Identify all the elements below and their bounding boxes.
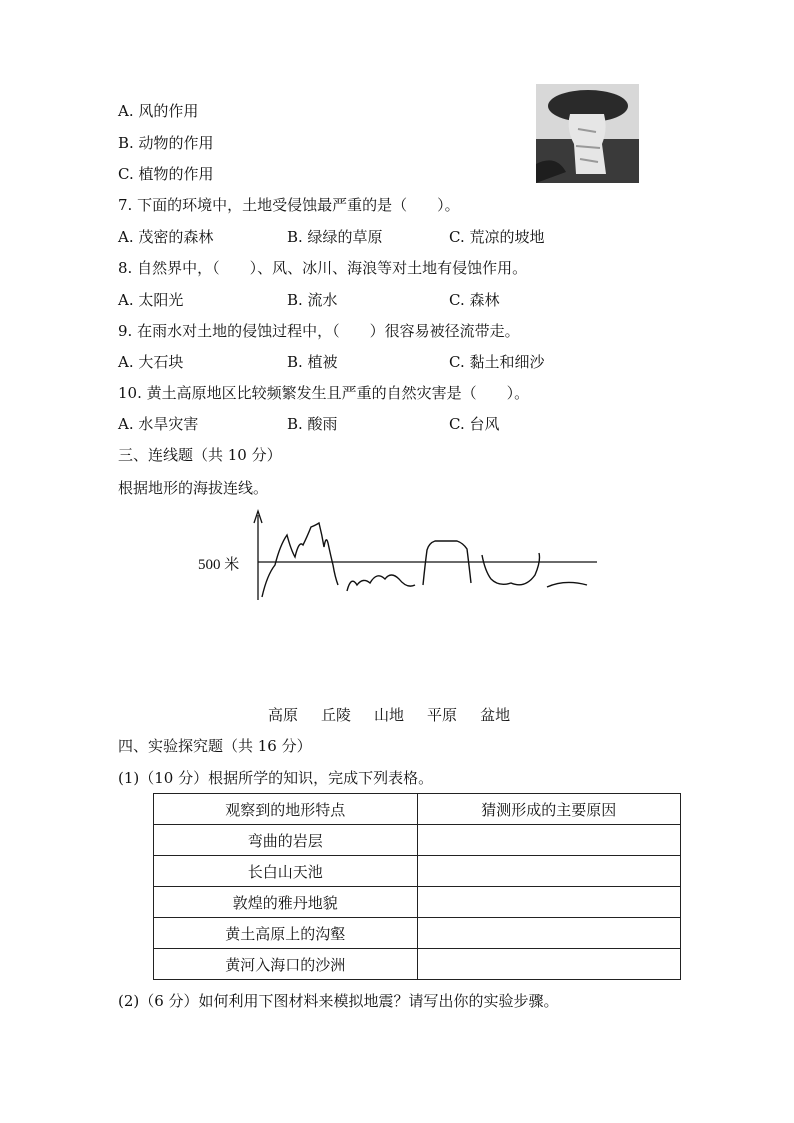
q7-option-c: C. 荒凉的坡地 — [449, 228, 545, 246]
table-cell-feature: 弯曲的岩层 — [154, 825, 418, 856]
mushroom-rock-photo — [536, 84, 639, 183]
table-cell-feature: 黄河入海口的沙洲 — [154, 949, 418, 980]
plateau-curve — [423, 541, 471, 585]
hill-curve — [347, 575, 415, 591]
table-cell-answer[interactable] — [417, 825, 681, 856]
q6-option-a: A. 风的作用 — [118, 102, 199, 120]
q9-option-b: B. 植被 — [287, 353, 338, 371]
table-cell-feature: 敦煌的雅丹地貌 — [154, 887, 418, 918]
terrain-elevation-graph — [195, 505, 605, 605]
term-basin: 盆地 — [480, 706, 511, 724]
table-row — [154, 825, 681, 856]
table-row — [154, 887, 681, 918]
section4-q1: (1)（10 分）根据所学的知识，完成下列表格。 — [118, 769, 434, 787]
q7-stem: 7. 下面的环境中，土地受侵蚀最严重的是（ ）。 — [118, 196, 460, 214]
section4-title: 四、实验探究题（共 16 分） — [118, 737, 312, 755]
q8-option-a: A. 太阳光 — [118, 291, 184, 309]
q8-stem: 8. 自然界中，（ ）、风、冰川、海浪等对土地有侵蚀作用。 — [118, 259, 528, 277]
term-mountain: 山地 — [374, 706, 405, 724]
terrain-terms — [268, 705, 533, 725]
q10-option-b: B. 酸雨 — [287, 415, 338, 433]
table-cell-answer[interactable] — [417, 918, 681, 949]
section3-title: 三、连线题（共 10 分） — [118, 446, 282, 464]
q10-stem: 10. 黄土高原地区比较频繁发生且严重的自然灾害是（ ）。 — [118, 384, 530, 402]
section4-q2: (2)（6 分）如何利用下图材料来模拟地震？请写出你的实验步骤。 — [118, 992, 559, 1010]
table-row — [154, 856, 681, 887]
q7-option-a: A. 茂密的森林 — [118, 228, 214, 246]
term-plateau: 高原 — [268, 706, 299, 724]
q6-option-b: B. 动物的作用 — [118, 134, 214, 152]
term-plain: 平原 — [427, 706, 458, 724]
q9-stem: 9. 在雨水对土地的侵蚀过程中，（ ）很容易被径流带走。 — [118, 322, 520, 340]
table-header: 猜测形成的主要原因 — [417, 794, 681, 825]
q6-option-c: C. 植物的作用 — [118, 165, 214, 183]
q8-option-b: B. 流水 — [287, 291, 338, 309]
table-header: 观察到的地形特点 — [154, 794, 418, 825]
q10-option-c: C. 台风 — [449, 415, 500, 433]
table-row — [154, 949, 681, 980]
table-cell-answer[interactable] — [417, 887, 681, 918]
q9-option-a: A. 大石块 — [118, 353, 184, 371]
table-cell-answer[interactable] — [417, 856, 681, 887]
plain-curve — [547, 582, 587, 587]
q9-option-c: C. 黏土和细沙 — [449, 353, 545, 371]
table-cell-answer[interactable] — [417, 949, 681, 980]
table-cell-feature: 黄土高原上的沟壑 — [154, 918, 418, 949]
q10-option-a: A. 水旱灾害 — [118, 415, 199, 433]
section3-instruction: 根据地形的海拔连线。 — [118, 479, 269, 497]
landform-table — [153, 793, 681, 980]
graph-500m-label: 500 米 — [198, 557, 240, 573]
term-hills: 丘陵 — [321, 706, 352, 724]
basin-curve — [482, 553, 540, 585]
table-cell-feature: 长白山天池 — [154, 856, 418, 887]
q8-option-c: C. 森林 — [449, 291, 500, 309]
table-row — [154, 918, 681, 949]
mountain-curve — [262, 523, 338, 597]
table-header-row — [154, 794, 681, 825]
q7-option-b: B. 绿绿的草原 — [287, 228, 383, 246]
